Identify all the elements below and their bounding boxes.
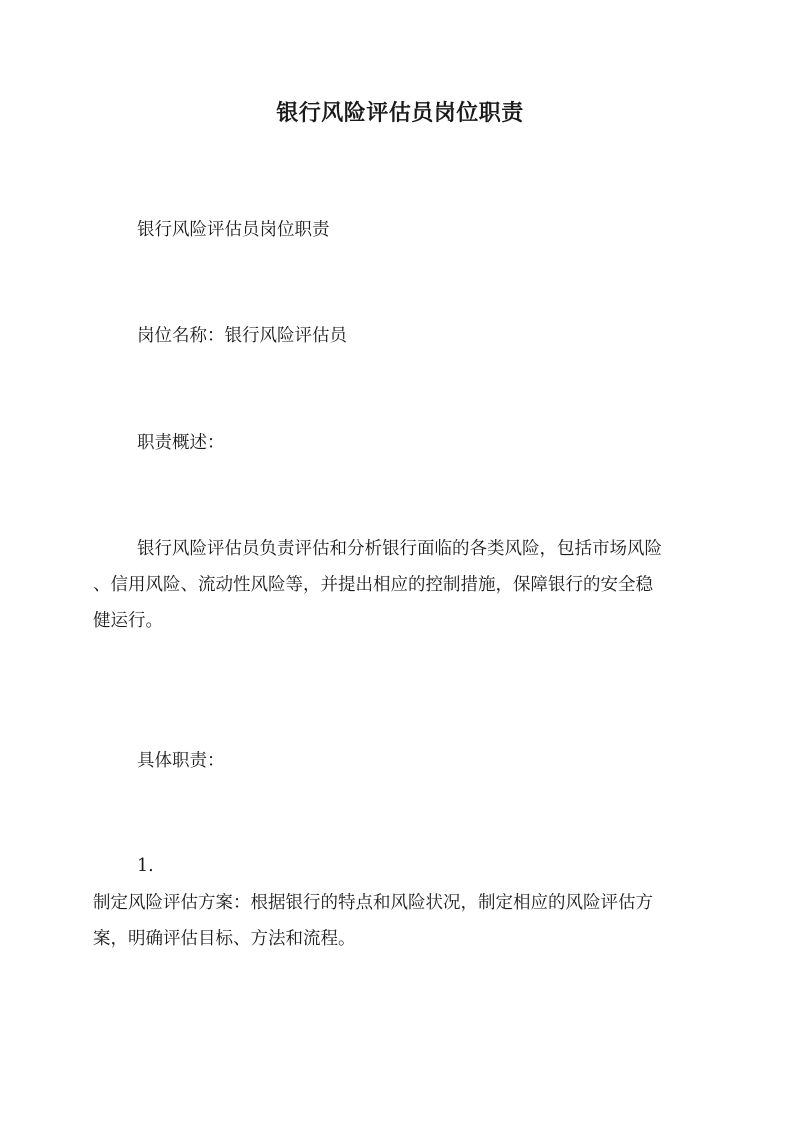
paragraph-specific-duties-label: 具体职责： — [137, 751, 225, 771]
list-item-number-1: 1. — [137, 856, 154, 876]
overview-line-1: 银行风险评估员负责评估和分析银行面临的各类风险，包括市场风险 — [137, 539, 662, 559]
paragraph-duty-overview-label: 职责概述： — [137, 433, 225, 453]
list-item-1-text — [93, 885, 713, 957]
paragraph-heading-repeat: 银行风险评估员岗位职责 — [137, 220, 330, 240]
overview-line-2: 、信用风险、流动性风险等，并提出相应的控制措施，保障银行的安全稳 — [93, 575, 653, 595]
paragraph-duty-overview — [93, 531, 713, 639]
paragraph-position-name: 岗位名称：银行风险评估员 — [137, 326, 347, 346]
document-title: 银行风险评估员岗位职责 — [276, 100, 524, 126]
item1-line-1: 制定风险评估方案：根据银行的特点和风险状况，制定相应的风险评估方 — [93, 893, 653, 913]
item1-line-2: 案，明确评估目标、方法和流程。 — [93, 929, 356, 949]
overview-line-3: 健运行。 — [93, 611, 163, 631]
